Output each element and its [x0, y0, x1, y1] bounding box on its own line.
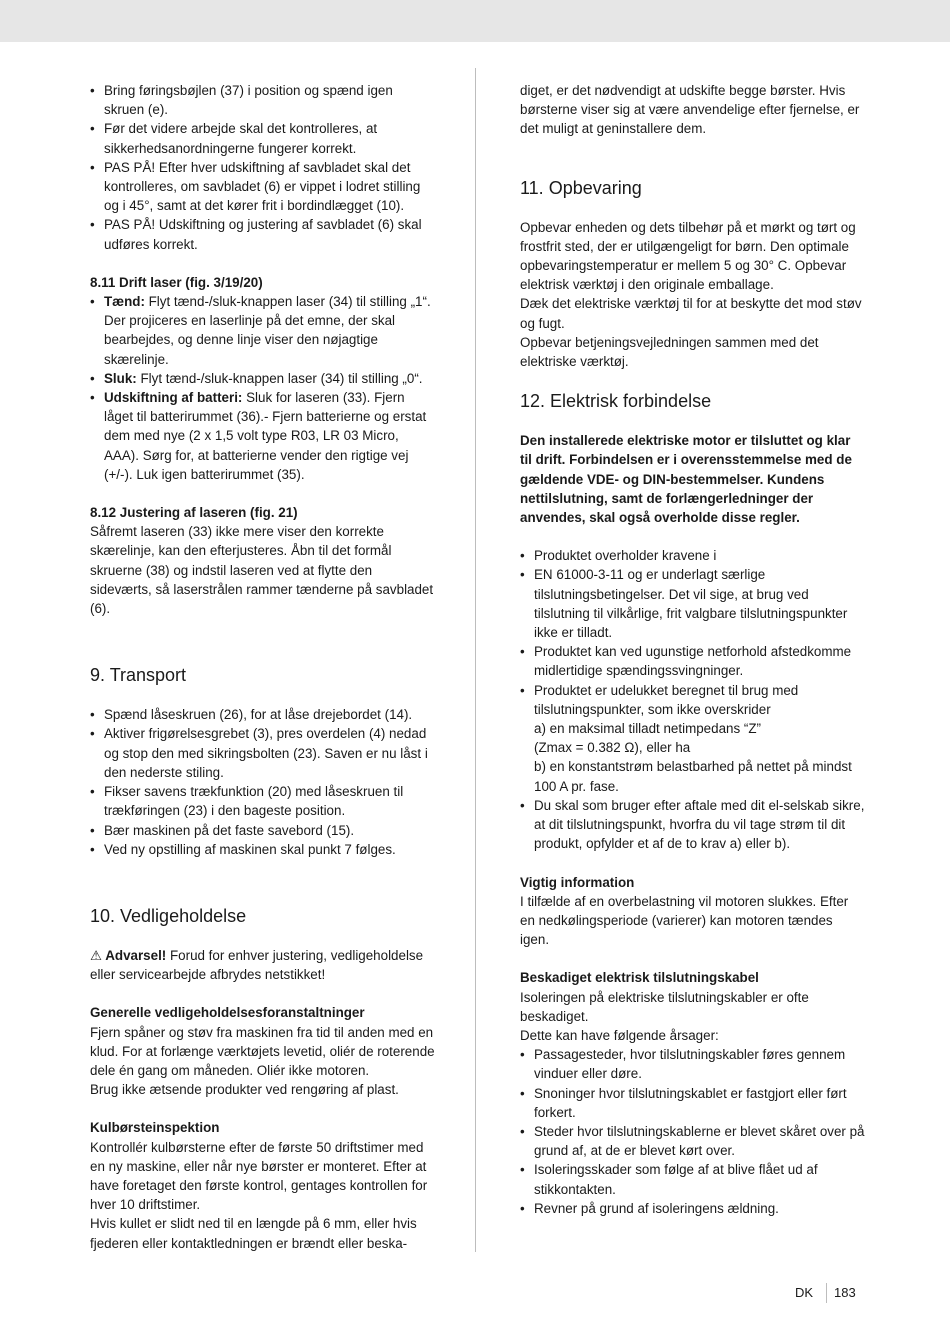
list-item: • PAS PÅ! Udskiftning og justering af savbladet (6) skal udføres korrekt.	[90, 215, 435, 253]
column-divider	[475, 68, 476, 1252]
list-item	[90, 292, 435, 369]
paragraph: Dette kan have følgende årsager:	[520, 1027, 719, 1043]
item-text: Flyt tænd-/sluk-knappen laser (34) til stilling „1“. Der projiceres en laserlinje på det emne, der skal bearbejdes, og denne linje viser den nøjagtige skærelinje.	[104, 294, 431, 367]
warning-text: Forud for enhver justering, vedligeholdelse eller servicearbejde afbrydes netstikket!	[90, 947, 424, 983]
footer-divider	[826, 1283, 827, 1303]
section-heading-laser: 8.11 Drift laser (fig. 3/19/20)	[90, 274, 263, 290]
list-item: • Produktet kan ved ugunstige netforhold afstedkomme midlertidige spændingssvingninger.	[520, 642, 865, 680]
list-item: • Spænd låseskruen (26), for at låse drejebordet (14).	[90, 705, 435, 724]
item-label: Udskiftning af batteri:	[104, 390, 243, 406]
section-title-electric: 12. Elektrisk forbindelse	[520, 391, 712, 412]
warning-label: ⚠ Advarsel!	[90, 947, 167, 963]
list-item: • Passagesteder, hvor tilslutningskabler føres gennem vinduer eller døre.	[520, 1045, 865, 1083]
page-number: 183	[834, 1285, 856, 1300]
list-item: • EN 61000-3-11 og er underlagt særlige tilslutningsbetingelser. Det vil sige, at brug ved tilslutning til vilkårlige, frit valgbare tilslutningspunkter ikke er tilladt.	[520, 565, 865, 642]
warning-paragraph	[90, 946, 435, 984]
language-code: DK	[795, 1285, 814, 1300]
paragraph: Kontrollér kulbørsterne efter de første 50 driftstimer med en ny maskine, eller når nye børster er monteret. Efter at have foretaget den første kontrol, gentages kontrollen for hver 10 driftstimer.	[90, 1139, 428, 1213]
section-title-transport: 9. Transport	[90, 665, 187, 686]
header-bar	[0, 0, 950, 42]
paragraph: I tilfælde af en overbelastning vil motoren slukkes. Efter en nedkølingsperiode (varierer) kan motoren tændes igen.	[520, 893, 849, 948]
list-item: • Før det videre arbejde skal det kontrolleres, at sikkerhedsanordningerne fungerer korrekt.	[90, 119, 435, 157]
paragraph: Brug ikke ætsende produkter ved rengøring af plast.	[90, 1082, 399, 1098]
paragraph: Dæk det elektriske værktøj til for at beskytte det mod støv og fugt.	[520, 296, 862, 331]
subheading-info: Vigtig information	[520, 874, 635, 890]
right-column	[520, 81, 865, 1218]
list-item: • PAS PÅ! Efter hver udskiftning af savbladet skal det kontrolleres, om savbladet (6) er vippet i lodret stilling og i 45°, samt at det kører frit i bordindlægget (10).	[90, 158, 435, 216]
list-item: • Produktet overholder kravene i	[520, 546, 865, 565]
list-item: • Bring føringsbøjlen (37) i position og spænd igen skruen (e).	[90, 81, 435, 119]
item-text: b) en konstantstrøm belastbarhed på nettet på mindst 100 A pr. fase.	[534, 759, 852, 794]
list-item: • Bær maskinen på det faste savebord (15).	[90, 821, 435, 840]
paragraph: diget, er det nødvendigt at udskifte begge børster. Hvis børsterne viser sig at være anvendelige efter fjernelse, er det muligt at geninstallere dem.	[520, 83, 860, 137]
item-text: a) en maksimal tilladt netimpedans “Z”	[534, 721, 761, 737]
list-item	[520, 681, 865, 796]
section-title-storage: 11. Opbevaring	[520, 177, 642, 198]
paragraph-bold: Den installerede elektriske motor er tilsluttet og klar til drift. Forbindelsen er i overensstemmelse med de gældende VDE- og DIN-bestemmelser. Kundens nettilslutning, samt de forlængerledninger der anvendes, skal også overholde disse regler.	[520, 433, 852, 526]
item-text: Flyt tænd-/sluk-knappen laser (34) til stilling „0“.	[136, 370, 423, 386]
list-item	[90, 388, 435, 484]
list-item: • Revner på grund af isoleringens ældning.	[520, 1199, 865, 1218]
list-item: • Isoleringsskader som følge af at blive flået ud af stikkontakten.	[520, 1160, 865, 1198]
list-item: • Fikser savens trækfunktion (20) med låseskruen til trækføringen (23) i den bageste position.	[90, 782, 435, 820]
item-text: • Produktet er udelukket beregnet til brug med tilslutningspunkter, som ikke overskrider	[534, 682, 799, 717]
paragraph: Opbevar enheden og dets tilbehør på et mørkt og tørt og frostfrit sted, der er utilgængeligt for børn. Den optimale opbevaringstemperatur er mellem 5 og 30° C. Opbevar elektrisk værktøj i den originale emballage.	[520, 219, 856, 293]
item-label: Tænd:	[104, 294, 145, 310]
list-item: • Snoninger hvor tilslutningskablet er fastgjort eller ført forkert.	[520, 1084, 865, 1122]
item-label: Sluk:	[104, 370, 137, 386]
paragraph: Såfremt laseren (33) ikke mere viser den korrekte skærelinje, kan den efterjusteres. Åbn til det formål skruerne (38) og indstil laseren ved at flytte den sideværts, så laserstrålen rammer tænderne på savbladet (6).	[90, 524, 434, 617]
subheading-general: Generelle vedligeholdelsesforanstaltninger	[90, 1005, 365, 1021]
item-text: (Zmax = 0.382 Ω), eller ha	[534, 740, 691, 756]
item-text: Sluk for laseren (33). Fjern låget til batterirummet (36).- Fjern batterierne og erstat dem med nye (2 x 1,5 volt type R03, LR 03 Micro, AAA). Sørg for, at batterierne vender den rigtige vej (+/-). Luk igen batterirummet (35).	[104, 390, 427, 482]
subheading-brush: Kulbørsteinspektion	[90, 1120, 220, 1136]
left-column	[90, 81, 435, 1253]
section-title-maintenance: 10. Vedligeholdelse	[90, 905, 247, 926]
paragraph: Isoleringen på elektriske tilslutningskabler er ofte beskadiget.	[520, 989, 809, 1024]
list-item: • Steder hvor tilslutningskablerne er blevet skåret over på grund af, at de er blevet kørt over.	[520, 1122, 865, 1160]
list-item: • Ved ny opstilling af maskinen skal punkt 7 følges.	[90, 840, 435, 859]
paragraph: Opbevar betjeningsvejledningen sammen med det elektriske værktøj.	[520, 334, 819, 370]
paragraph: Fjern spåner og støv fra maskinen fra tid til anden med en klud. For at forlænge værktøjets levetid, oliér de roterende dele én gang om måneden. Oliér ikke motoren.	[90, 1024, 435, 1078]
list-item: • Aktiver frigørelsesgrebet (3), pres overdelen (4) nedad og stop den med sikringsbolten (23). Saven er nu låst i den nederste stiling.	[90, 724, 435, 782]
subheading-cable: Beskadiget elektrisk tilslutningskabel	[520, 970, 759, 986]
section-heading-adjust: 8.12 Justering af laseren (fig. 21)	[90, 505, 298, 521]
list-item	[90, 369, 435, 388]
paragraph: Hvis kullet er slidt ned til en længde på 6 mm, eller hvis fjederen eller kontaktledningen er brændt eller beska-	[90, 1216, 417, 1251]
list-item: • Du skal som bruger efter aftale med dit el-selskab sikre, at dit tilslutningspunkt, hvorfra du vil tage strøm til dit produkt, opfylder et af de to krav a) eller b).	[520, 796, 865, 854]
